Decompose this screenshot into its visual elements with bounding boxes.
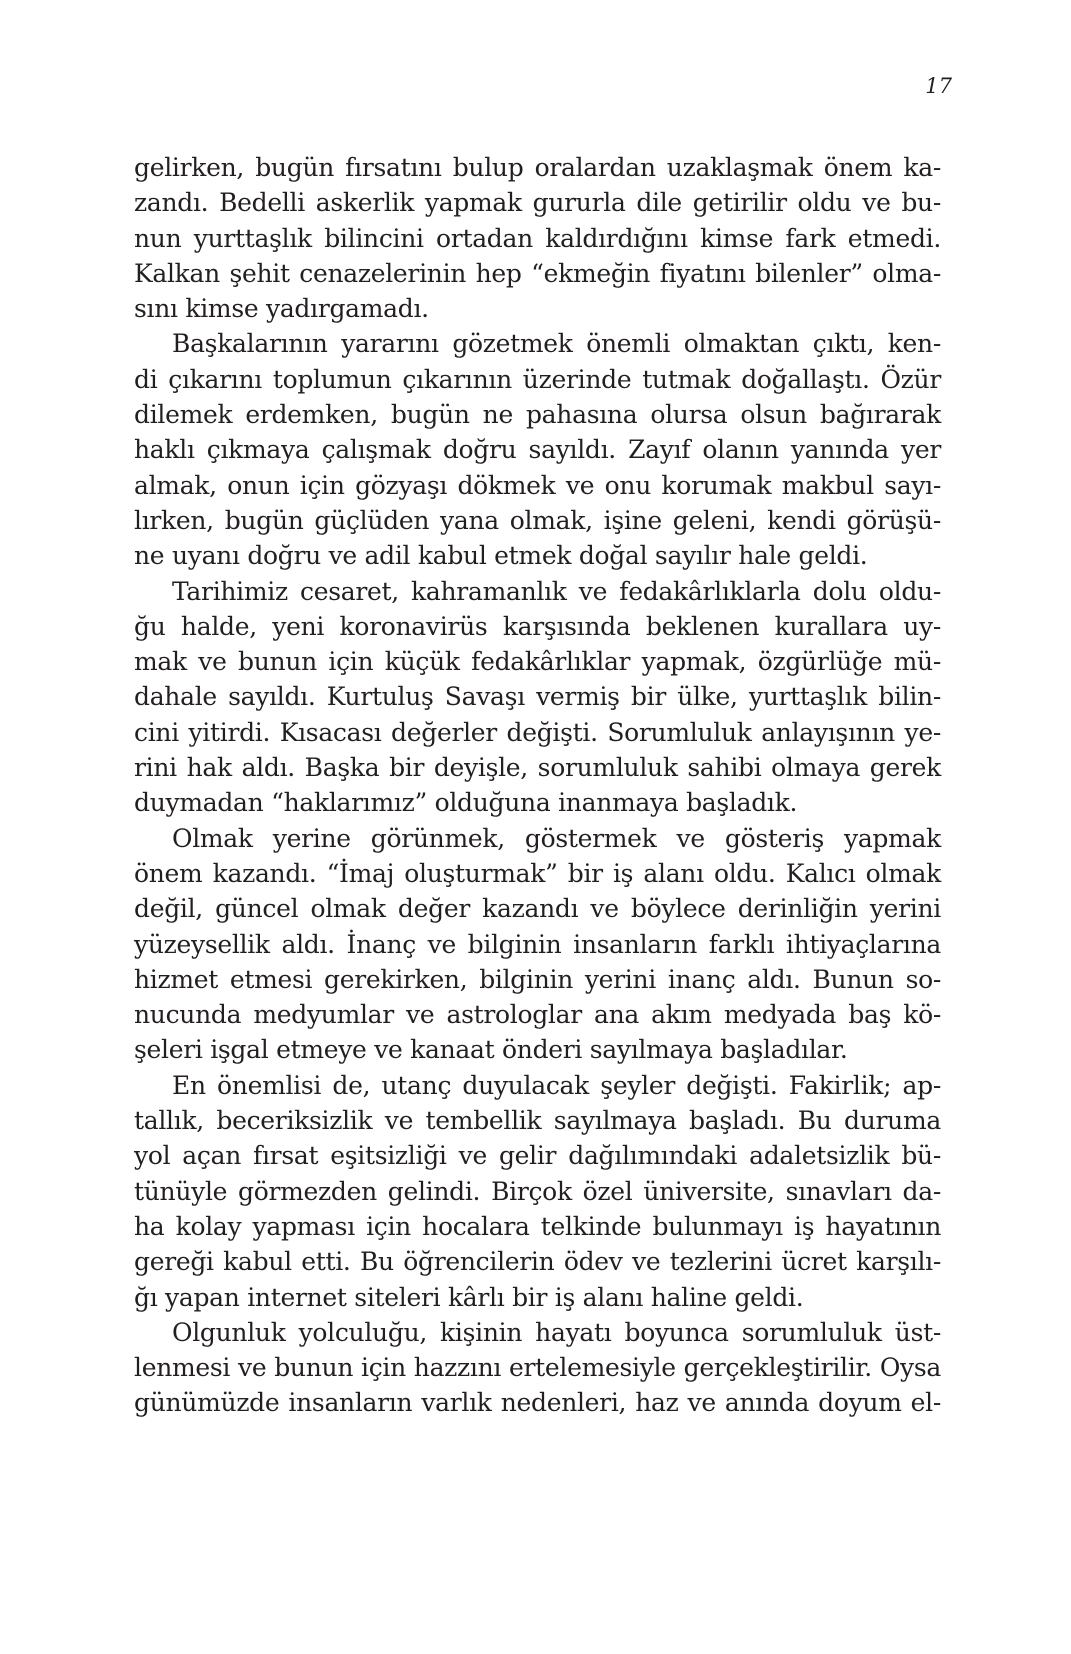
text-line: tallık, beceriksizlik ve tembellik sayılmaya başladı. Bu duruma [134,1106,941,1136]
text-line: dilemek erdemken, bugün ne pahasına olursa olsun bağırarak [134,400,941,430]
text-line: dahale sayıldı. Kurtuluş Savaşı vermiş bir ülke, yurttaşlık bilin- [134,682,941,712]
body-text [134,150,941,1421]
text-line: yol açan fırsat eşitsizliği ve gelir dağılımındaki adaletsizlik bü- [134,1141,941,1171]
text-line: Olmak yerine görünmek, göstermek ve gösteriş yapmak [172,823,941,853]
page-number: 17 [925,74,952,98]
text-line: önem kazandı. “İmaj oluşturmak” bir iş alanı oldu. Kalıcı olmak [134,858,941,888]
text-line: nucunda medyumlar ve astrologlar ana akım medyada baş kö- [134,1000,941,1030]
text-line: gelirken, bugün fırsatını bulup oralardan uzaklaşmak önem ka- [134,153,941,182]
text-line: ğı yapan internet siteleri kârlı bir iş alanı haline geldi. [134,1282,804,1312]
text-line: mak ve bunun için küçük fedakârlıklar yapmak, özgürlüğe mü- [134,647,941,677]
text-line: yüzeysellik aldı. İnanç ve bilginin insanların farklı ihtiyaçlarına [134,929,941,959]
text-line: lenmesi ve bunun için hazzını ertelemesiyle gerçekleştirilir. Oysa [134,1353,941,1383]
text-line: hizmet etmesi gerekirken, bilginin yerini inanç aldı. Bunun so- [134,964,941,994]
text-line: rini hak aldı. Başka bir deyişle, sorumluluk sahibi olmaya gerek [134,753,941,783]
text-line: günümüzde insanların varlık nedenleri, haz ve anında doyum el- [134,1388,941,1418]
text-line: haklı çıkmaya çalışmak doğru sayıldı. Zayıf olanın yanında yer [134,435,941,465]
text-line: Kalkan şehit cenazelerinin hep “ekmeğin fiyatını bilenler” olma- [134,258,941,288]
text-line: Başkalarının yararını gözetmek önemli olmaktan çıktı, ken- [172,329,941,359]
text-line: ne uyanı doğru ve adil kabul etmek doğal sayılır hale geldi. [134,541,868,571]
text-line: ğu halde, yeni koronavirüs karşısında beklenen kurallara uy- [134,611,941,641]
text-line: En önemlisi de, utanç duyulacak şeyler değişti. Fakirlik; ap- [172,1070,941,1100]
text-line: gereği kabul etti. Bu öğrencilerin ödev ve tezlerini ücret karşılı- [134,1247,941,1277]
text-line: zandı. Bedelli askerlik yapmak gururla dile getirilir oldu ve bu- [134,188,941,218]
text-line: Olgunluk yolculuğu, kişinin hayatı boyunca sorumluluk üst- [172,1317,941,1347]
text-line: Tarihimiz cesaret, kahramanlık ve fedakârlıklarla dolu oldu- [172,576,941,606]
text-line: almak, onun için gözyaşı dökmek ve onu korumak makbul sayı- [134,470,941,500]
text-line: nun yurttaşlık bilincini ortadan kaldırdığını kimse fark etmedi. [134,223,941,253]
text-line: tünüyle görmezden gelindi. Birçok özel üniversite, sınavları da- [134,1176,941,1206]
text-line: duymadan “haklarımız” olduğuna inanmaya başladık. [134,788,798,818]
text-line: sını kimse yadırgamadı. [134,294,429,324]
text-line: lırken, bugün güçlüden yana olmak, işine geleni, kendi görüşü- [134,505,941,535]
text-line: ha kolay yapması için hocalara telkinde bulunmayı iş hayatının [134,1211,941,1241]
text-line: şeleri işgal etmeye ve kanaat önderi sayılmaya başladılar. [134,1035,848,1065]
text-line: değil, güncel olmak değer kazandı ve böylece derinliğin yerini [134,894,941,924]
text-line: cini yitirdi. Kısacası değerler değişti. Sorumluluk anlayışının ye- [134,717,941,747]
text-line: di çıkarını toplumun çıkarının üzerinde tutmak doğallaştı. Özür [134,364,941,394]
